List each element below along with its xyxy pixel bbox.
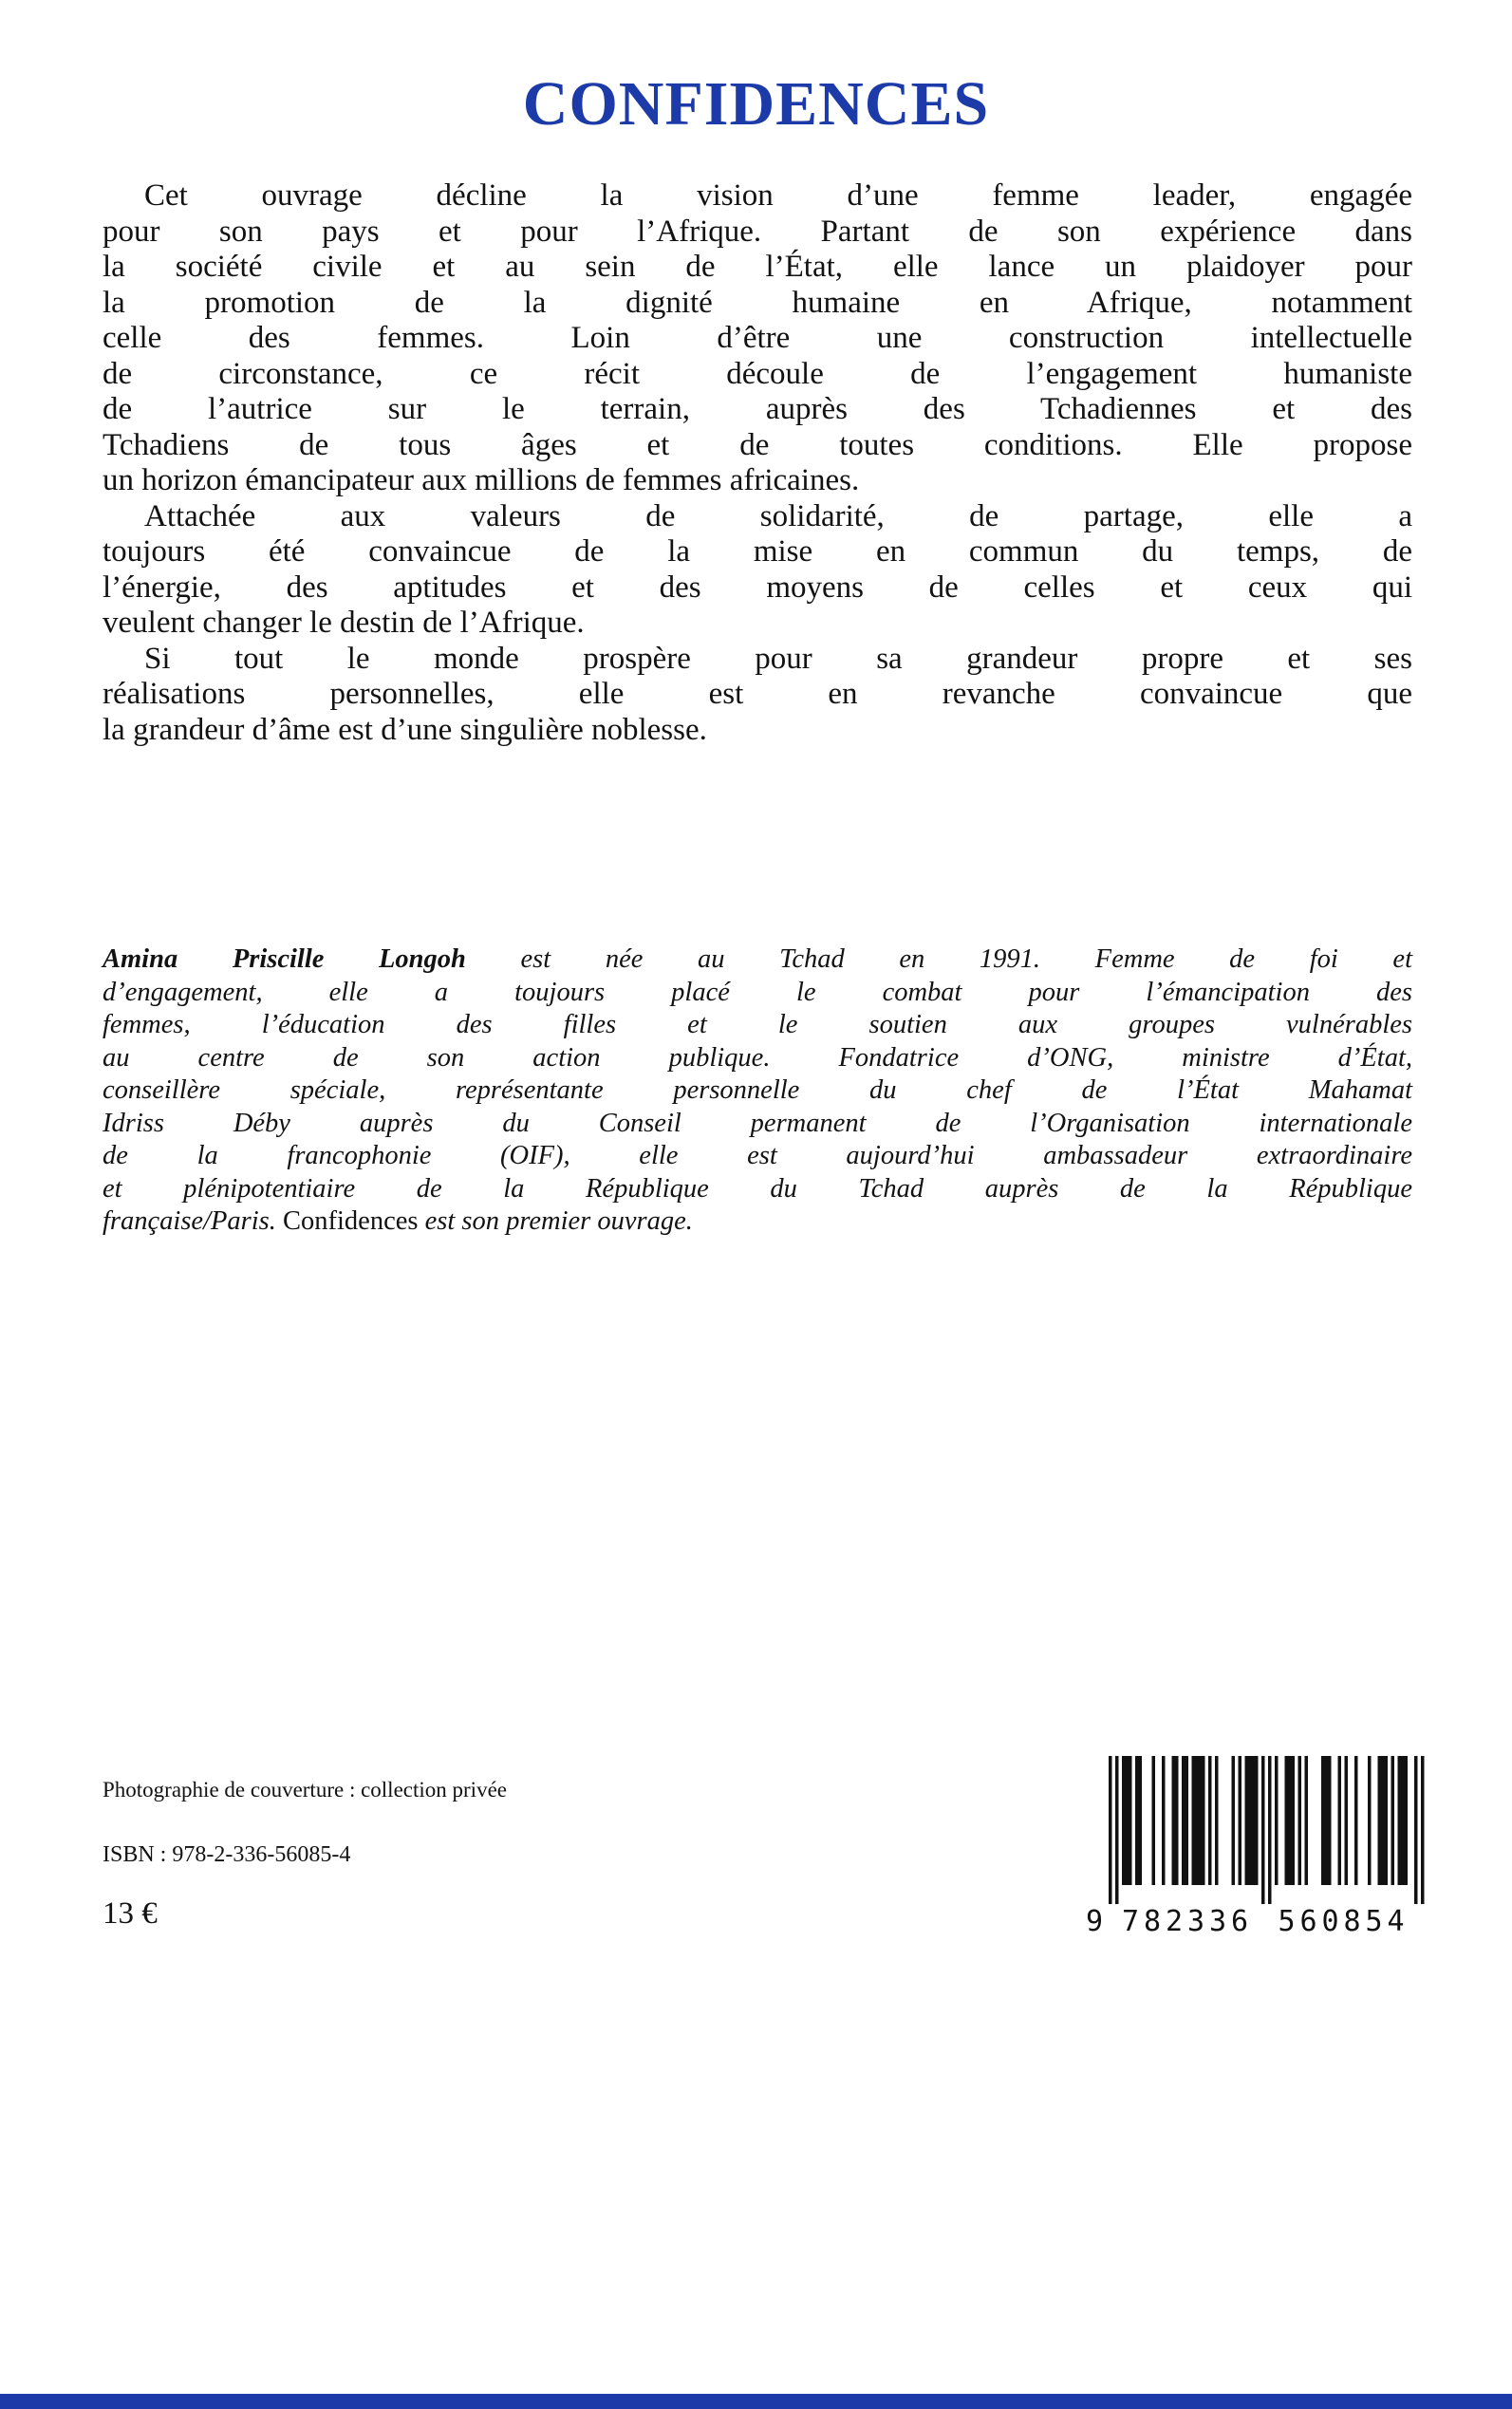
synopsis-line: la promotion de la dignité humaine en Afrique, notamment bbox=[103, 285, 1412, 320]
synopsis-line: l’énergie, des aptitudes et des moyens de celles et ceux qui bbox=[103, 570, 1412, 605]
synopsis-line: de circonstance, ce récit découle de l’engagement humaniste bbox=[103, 356, 1412, 391]
synopsis-line: celle des femmes. Loin d’être une construction intellectuelle bbox=[103, 321, 1412, 355]
synopsis-line: un horizon émancipateur aux millions de femmes africaines. bbox=[103, 463, 860, 497]
synopsis-line: Cet ouvrage décline la vision d’une femme leader, engagée bbox=[144, 178, 1412, 213]
barcode bbox=[1084, 1756, 1435, 1942]
bio-line: Idriss Déby auprès du Conseil permanent de l’Organisation internationale bbox=[103, 1108, 1412, 1138]
bottom-band bbox=[0, 2394, 1512, 2409]
synopsis bbox=[103, 178, 1412, 748]
bio-line: et plénipotentiaire de la République du Tchad auprès de la République bbox=[103, 1173, 1412, 1204]
bio-line: de la francophonie (OIF), elle est aujourd’hui ambassadeur extraordinaire bbox=[103, 1141, 1412, 1170]
bio-text: française/Paris. bbox=[103, 1206, 283, 1236]
bio-text: est née au Tchad en 1991. Femme de foi et bbox=[465, 944, 1412, 974]
synopsis-line: toujours été convaincue de la mise en commun du temps, de bbox=[103, 534, 1412, 569]
synopsis-line: la société civile et au sein de l’État, elle lance un plaidoyer pour bbox=[103, 250, 1412, 284]
book-title-inline: Confidences bbox=[283, 1206, 419, 1236]
synopsis-line: Tchadiens de tous âges et de toutes conditions. Elle propose bbox=[103, 427, 1412, 462]
bio-line: femmes, l’éducation des filles et le soutien aux groupes vulnérables bbox=[103, 1010, 1412, 1039]
photo-credit: Photographie de couverture : collection privée bbox=[103, 1778, 507, 1802]
author-name: Amina Priscille Longoh bbox=[103, 944, 466, 974]
synopsis-line: de l’autrice sur le terrain, auprès des Tchadiennes et des bbox=[103, 392, 1412, 426]
svg-text:782336: 782336 bbox=[1122, 1905, 1248, 1938]
svg-text:560854: 560854 bbox=[1278, 1905, 1405, 1938]
isbn: ISBN : 978-2-336-56085-4 bbox=[103, 1842, 351, 1867]
author-bio bbox=[103, 943, 1412, 1239]
synopsis-line: réalisations personnelles, elle est en revanche convaincue que bbox=[103, 677, 1412, 711]
synopsis-line: Si tout le monde prospère pour sa grandeur propre et ses bbox=[144, 641, 1412, 676]
svg-text:9: 9 bbox=[1086, 1905, 1104, 1938]
price: 13 € bbox=[103, 1896, 158, 1931]
bio-line: d’engagement, elle a toujours placé le combat pour l’émancipation des bbox=[103, 977, 1412, 1007]
bio-line: au centre de son action publique. Fondatrice d’ONG, ministre d’État, bbox=[103, 1042, 1412, 1073]
synopsis-line: la grandeur d’âme est d’une singulière noblesse. bbox=[103, 712, 707, 747]
synopsis-line: veulent changer le destin de l’Afrique. bbox=[103, 606, 585, 640]
bio-line: conseillère spéciale, représentante personnelle du chef de l’État Mahamat bbox=[103, 1075, 1412, 1105]
book-title: CONFIDENCES bbox=[522, 69, 990, 139]
bio-line bbox=[103, 943, 1412, 977]
synopsis-line: pour son pays et pour l’Afrique. Partant de son expérience dans bbox=[103, 214, 1412, 249]
synopsis-line: Attachée aux valeurs de solidarité, de partage, elle a bbox=[144, 498, 1412, 533]
bio-text: est son premier ouvrage. bbox=[418, 1206, 693, 1236]
bio-line bbox=[103, 1205, 1412, 1239]
